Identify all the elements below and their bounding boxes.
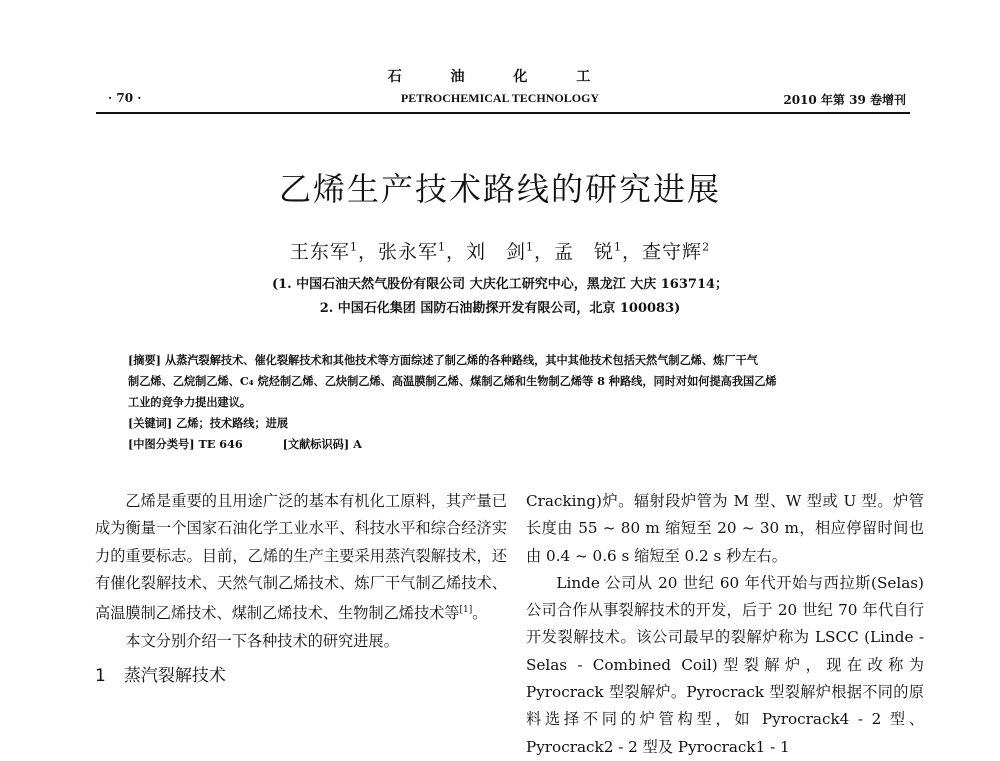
author: 查守辉$^2$ (642, 240, 711, 263)
journal-title-english: PETROCHEMICAL TECHNOLOGY (400, 91, 600, 105)
affiliation-1: (1. 中国石油天然气股份有限公司 大庆化工研究中心，黑龙江 大庆 163714； (271, 277, 729, 292)
body-column-right (526, 488, 924, 761)
section-heading: 1 蒸汽裂解技术 (95, 665, 226, 686)
keywords-label: [关键词] (128, 416, 173, 430)
abstract-line: [摘要] 从蒸汽裂解技术、催化裂解技术和其他技术等方面综述了制乙烯的各种路线，其中其他技术包括天然气制乙烯、炼厂干气 (128, 353, 758, 367)
body-column-left (95, 488, 507, 690)
abstract-line: 工业的竞争力提出建议。 (128, 395, 252, 409)
issue-info: 2010 年第 39 卷增刊 (783, 93, 906, 107)
author: 刘 剑$^1$ (465, 240, 534, 263)
article-title: 乙烯生产技术路线的研究进展 (278, 170, 721, 208)
keywords: 乙烯；技术路线；进展 (176, 416, 289, 430)
paragraph: Cracking)炉。辐射段炉管为 M 型、W 型或 U 型。炉管长度由 55 ~ 80 m 缩短至 20 ~ 30 m，相应停留时间也由 0.4 ~ 0.6 s 缩短至 0.2 s 秒左右。 (526, 492, 924, 565)
author: 王东军$^1$ (289, 240, 358, 263)
clc-code: TE 646 (198, 437, 243, 451)
doc-code: A (353, 437, 362, 451)
author: 孟 锐$^1$ (554, 240, 623, 263)
keywords-line (128, 413, 888, 434)
classification-line (128, 434, 888, 455)
author: 张永军$^1$ (377, 240, 446, 263)
header-rule (96, 112, 910, 114)
abstract-block (128, 350, 888, 455)
doc-code-label: [文献标识码] (282, 437, 350, 451)
page-number: · 70 · (108, 91, 142, 105)
abstract-line: 制乙烯、乙烷制乙烯、C₄ 烷烃制乙烯、乙炔制乙烯、高温膜制乙烯、煤制乙烯和生物制乙烯等 8 种路线，同时对如何提高我国乙烯 (128, 374, 777, 388)
abstract-label: [摘要] (128, 353, 161, 367)
clc-label: [中图分类号] (128, 437, 195, 451)
paragraph: 乙烯是重要的且用途广泛的基本有机化工原料，其产量已成为衡量一个国家石油化学工业水平、科技水平和综合经济实力的重要标志。目前，乙烯的生产主要采用蒸汽裂解技术，还有催化裂解技术、天然气制乙烯技术、炼厂干气制乙烯技术、高温膜制乙烯技术、煤制乙烯技术、生物制乙烯技术等[1]。 (95, 492, 507, 623)
journal-title-chinese: 石 油 化 工 (387, 69, 613, 85)
paragraph: 本文分别介绍一下各种技术的研究进展。 (125, 631, 399, 650)
citation: [1] (459, 605, 473, 616)
affiliation-2: 2. 中国石化集团 国防石油勘探开发有限公司，北京 100083) (319, 301, 681, 316)
author-list: 王东军$^1$，张永军$^1$，刘 剑$^1$，孟 锐$^1$，查守辉$^2$ (289, 240, 711, 263)
paragraph: Linde 公司从 20 世纪 60 年代开始与西拉斯(Selas)公司合作从事裂解技术的开发，后于 20 世纪 70 年代自行开发裂解技术。该公司最早的裂解炉称为 LSCC (Linde - Selas - Combined Coil)型裂解炉，现在改称为 Pyrocrack 型裂解炉。Pyrocrack 型裂解炉根据不同的原料选择不同的炉管构型，如 Pyrocrack4 - 2 型、Pyrocrack2 - 2 型及 Pyrocrack1 - 1 (526, 573, 924, 756)
